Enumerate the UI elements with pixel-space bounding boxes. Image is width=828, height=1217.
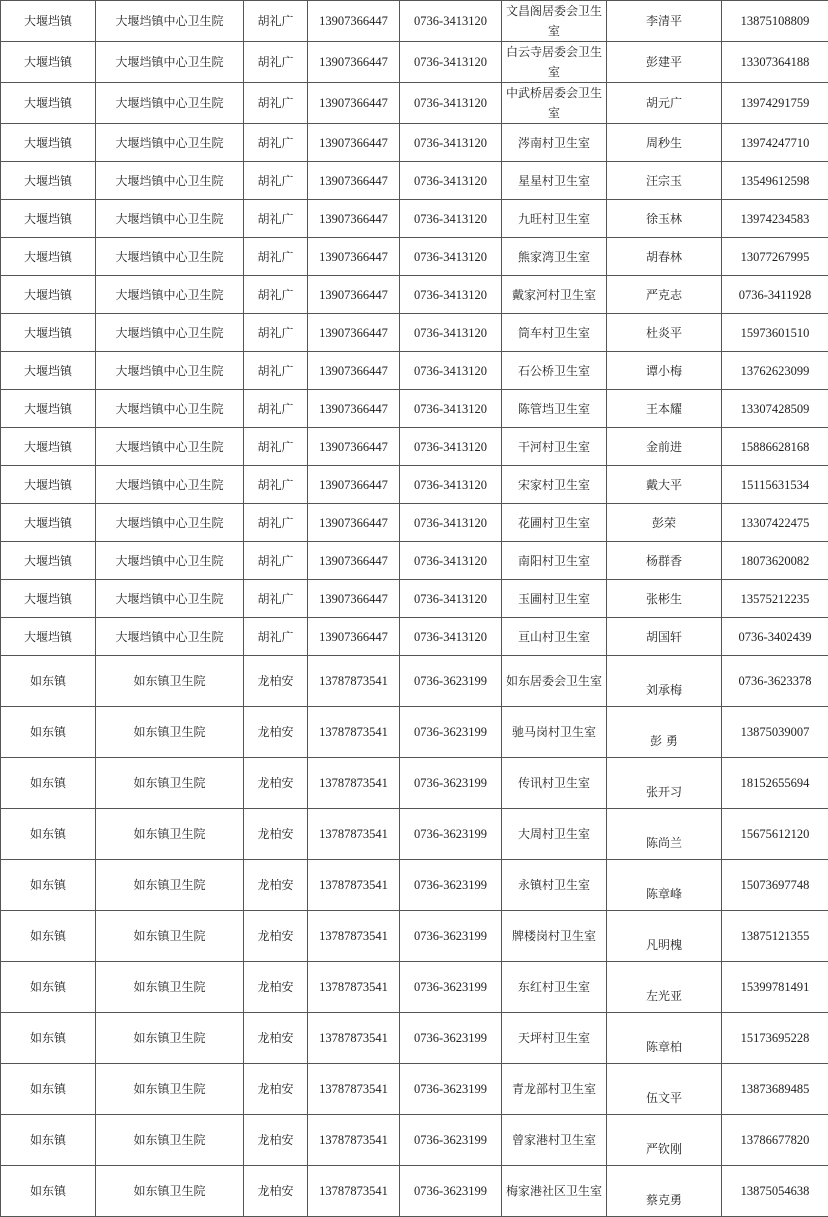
- town-cell: 大堰垱镇: [1, 314, 96, 352]
- hospital-phone-cell: 0736-3623199: [400, 656, 502, 707]
- director-cell: 龙柏安: [244, 1064, 308, 1115]
- hospital-cell: 大堰垱镇中心卫生院: [96, 618, 244, 656]
- contact-phone-cell: 13875108809: [722, 1, 828, 42]
- hospital-cell: 如东镇卫生院: [96, 1115, 244, 1166]
- hospital-phone-cell: 0736-3413120: [400, 390, 502, 428]
- director-cell: 龙柏安: [244, 656, 308, 707]
- director-cell: 龙柏安: [244, 1013, 308, 1064]
- clinic-cell: 如东居委会卫生室: [502, 656, 607, 707]
- director-phone-cell: 13907366447: [308, 162, 400, 200]
- clinic-cell: 梅家港社区卫生室: [502, 1166, 607, 1217]
- town-cell: 大堰垱镇: [1, 83, 96, 124]
- table-row: [1, 1, 828, 42]
- contact-cell: 左光亚: [607, 962, 722, 1013]
- contact-phone-cell: 18152655694: [722, 758, 828, 809]
- contact-phone-cell: 13875121355: [722, 911, 828, 962]
- director-phone-cell: 13907366447: [308, 618, 400, 656]
- hospital-cell: 大堰垱镇中心卫生院: [96, 276, 244, 314]
- contact-phone-cell: 13875054638: [722, 1166, 828, 1217]
- director-phone-cell: 13907366447: [308, 504, 400, 542]
- table-row: [1, 466, 828, 504]
- contact-cell: 李清平: [607, 1, 722, 42]
- hospital-cell: 大堰垱镇中心卫生院: [96, 42, 244, 83]
- clinic-cell: 东红村卫生室: [502, 962, 607, 1013]
- clinic-cell: 文昌阁居委会卫生室: [502, 1, 607, 42]
- contact-cell: 彭建平: [607, 42, 722, 83]
- hospital-phone-cell: 0736-3623199: [400, 707, 502, 758]
- hospital-phone-cell: 0736-3413120: [400, 83, 502, 124]
- town-cell: 如东镇: [1, 1115, 96, 1166]
- director-phone-cell: 13787873541: [308, 1166, 400, 1217]
- director-phone-cell: 13907366447: [308, 542, 400, 580]
- director-cell: 胡礼广: [244, 504, 308, 542]
- director-phone-cell: 13907366447: [308, 352, 400, 390]
- hospital-phone-cell: 0736-3413120: [400, 1, 502, 42]
- clinic-cell: 传讯村卫生室: [502, 758, 607, 809]
- town-cell: 如东镇: [1, 911, 96, 962]
- hospital-phone-cell: 0736-3623199: [400, 758, 502, 809]
- contact-cell: 汪宗玉: [607, 162, 722, 200]
- hospital-phone-cell: 0736-3413120: [400, 42, 502, 83]
- director-phone-cell: 13907366447: [308, 428, 400, 466]
- clinic-cell: 亘山村卫生室: [502, 618, 607, 656]
- clinic-cell: 涔南村卫生室: [502, 124, 607, 162]
- hospital-phone-cell: 0736-3413120: [400, 124, 502, 162]
- clinic-cell: 玉圃村卫生室: [502, 580, 607, 618]
- hospital-phone-cell: 0736-3623199: [400, 911, 502, 962]
- table-row: [1, 1115, 828, 1166]
- contact-phone-cell: 13307422475: [722, 504, 828, 542]
- town-cell: 大堰垱镇: [1, 200, 96, 238]
- hospital-phone-cell: 0736-3623199: [400, 1166, 502, 1217]
- director-phone-cell: 13907366447: [308, 1, 400, 42]
- hospital-cell: 如东镇卫生院: [96, 1064, 244, 1115]
- hospital-cell: 大堰垱镇中心卫生院: [96, 238, 244, 276]
- director-phone-cell: 13907366447: [308, 276, 400, 314]
- contact-phone-cell: 0736-3623378: [722, 656, 828, 707]
- director-cell: 胡礼广: [244, 466, 308, 504]
- director-cell: 胡礼广: [244, 83, 308, 124]
- hospital-cell: 大堰垱镇中心卫生院: [96, 83, 244, 124]
- contact-cell: 王本耀: [607, 390, 722, 428]
- town-cell: 大堰垱镇: [1, 42, 96, 83]
- contact-cell: 周秒生: [607, 124, 722, 162]
- contact-cell: 杜炎平: [607, 314, 722, 352]
- clinic-cell: 驰马岗村卫生室: [502, 707, 607, 758]
- director-cell: 龙柏安: [244, 809, 308, 860]
- contact-phone-cell: 13307364188: [722, 42, 828, 83]
- contact-cell: 严克志: [607, 276, 722, 314]
- table-row: [1, 962, 828, 1013]
- director-cell: 胡礼广: [244, 276, 308, 314]
- table-row: [1, 352, 828, 390]
- contact-cell: 刘承梅: [607, 656, 722, 707]
- contact-cell: 凡明槐: [607, 911, 722, 962]
- town-cell: 如东镇: [1, 758, 96, 809]
- director-phone-cell: 13787873541: [308, 860, 400, 911]
- director-phone-cell: 13907366447: [308, 42, 400, 83]
- contact-phone-cell: 13974247710: [722, 124, 828, 162]
- director-cell: 龙柏安: [244, 707, 308, 758]
- contact-cell: 彭荣: [607, 504, 722, 542]
- director-phone-cell: 13907366447: [308, 314, 400, 352]
- clinic-cell: 花圃村卫生室: [502, 504, 607, 542]
- table-row: [1, 860, 828, 911]
- director-cell: 胡礼广: [244, 1, 308, 42]
- director-cell: 龙柏安: [244, 860, 308, 911]
- contact-cell: 胡春林: [607, 238, 722, 276]
- contact-phone-cell: 15073697748: [722, 860, 828, 911]
- contact-phone-cell: 13307428509: [722, 390, 828, 428]
- director-cell: 胡礼广: [244, 238, 308, 276]
- contact-phone-cell: 13974291759: [722, 83, 828, 124]
- hospital-cell: 大堰垱镇中心卫生院: [96, 390, 244, 428]
- contact-phone-cell: 13875039007: [722, 707, 828, 758]
- contact-cell: 戴大平: [607, 466, 722, 504]
- hospital-cell: 如东镇卫生院: [96, 707, 244, 758]
- town-cell: 大堰垱镇: [1, 542, 96, 580]
- table-row: [1, 1166, 828, 1217]
- table-row: [1, 428, 828, 466]
- town-cell: 大堰垱镇: [1, 276, 96, 314]
- director-cell: 胡礼广: [244, 390, 308, 428]
- director-cell: 胡礼广: [244, 42, 308, 83]
- hospital-phone-cell: 0736-3413120: [400, 618, 502, 656]
- table-row: [1, 911, 828, 962]
- hospital-cell: 大堰垱镇中心卫生院: [96, 466, 244, 504]
- town-cell: 如东镇: [1, 860, 96, 911]
- town-cell: 大堰垱镇: [1, 352, 96, 390]
- table-row: [1, 83, 828, 124]
- contact-phone-cell: 0736-3411928: [722, 276, 828, 314]
- clinic-cell: 天坪村卫生室: [502, 1013, 607, 1064]
- table-row: [1, 809, 828, 860]
- director-phone-cell: 13787873541: [308, 1115, 400, 1166]
- hospital-phone-cell: 0736-3623199: [400, 1115, 502, 1166]
- hospital-cell: 大堰垱镇中心卫生院: [96, 542, 244, 580]
- contact-phone-cell: 15399781491: [722, 962, 828, 1013]
- hospital-cell: 如东镇卫生院: [96, 911, 244, 962]
- contact-phone-cell: 13786677820: [722, 1115, 828, 1166]
- director-cell: 胡礼广: [244, 618, 308, 656]
- town-cell: 如东镇: [1, 1013, 96, 1064]
- hospital-phone-cell: 0736-3413120: [400, 162, 502, 200]
- contact-cell: 胡国轩: [607, 618, 722, 656]
- hospital-cell: 大堰垱镇中心卫生院: [96, 124, 244, 162]
- hospital-phone-cell: 0736-3413120: [400, 200, 502, 238]
- director-phone-cell: 13787873541: [308, 1064, 400, 1115]
- contact-cell: 伍文平: [607, 1064, 722, 1115]
- clinic-cell: 熊家湾卫生室: [502, 238, 607, 276]
- town-cell: 如东镇: [1, 1166, 96, 1217]
- contact-phone-cell: 13549612598: [722, 162, 828, 200]
- hospital-cell: 如东镇卫生院: [96, 860, 244, 911]
- hospital-phone-cell: 0736-3413120: [400, 580, 502, 618]
- contact-cell: 陈章柏: [607, 1013, 722, 1064]
- hospital-phone-cell: 0736-3623199: [400, 1064, 502, 1115]
- town-cell: 大堰垱镇: [1, 428, 96, 466]
- table-row: [1, 390, 828, 428]
- contact-phone-cell: 15886628168: [722, 428, 828, 466]
- hospital-cell: 大堰垱镇中心卫生院: [96, 1, 244, 42]
- hospital-cell: 大堰垱镇中心卫生院: [96, 504, 244, 542]
- table-row: [1, 162, 828, 200]
- director-cell: 胡礼广: [244, 580, 308, 618]
- director-cell: 龙柏安: [244, 911, 308, 962]
- director-cell: 胡礼广: [244, 542, 308, 580]
- contact-phone-cell: 13762623099: [722, 352, 828, 390]
- town-cell: 如东镇: [1, 809, 96, 860]
- hospital-cell: 大堰垱镇中心卫生院: [96, 580, 244, 618]
- contact-cell: 徐玉林: [607, 200, 722, 238]
- town-cell: 大堰垱镇: [1, 618, 96, 656]
- hospital-phone-cell: 0736-3623199: [400, 860, 502, 911]
- contact-phone-cell: 13974234583: [722, 200, 828, 238]
- hospital-cell: 大堰垱镇中心卫生院: [96, 162, 244, 200]
- clinic-cell: 曾家港村卫生室: [502, 1115, 607, 1166]
- director-phone-cell: 13787873541: [308, 656, 400, 707]
- hospital-phone-cell: 0736-3413120: [400, 238, 502, 276]
- town-cell: 大堰垱镇: [1, 390, 96, 428]
- director-cell: 胡礼广: [244, 162, 308, 200]
- director-cell: 胡礼广: [244, 124, 308, 162]
- director-phone-cell: 13787873541: [308, 1013, 400, 1064]
- director-phone-cell: 13787873541: [308, 809, 400, 860]
- contact-phone-cell: 13575212235: [722, 580, 828, 618]
- hospital-phone-cell: 0736-3623199: [400, 962, 502, 1013]
- director-phone-cell: 13907366447: [308, 580, 400, 618]
- town-cell: 大堰垱镇: [1, 162, 96, 200]
- table-row: [1, 1064, 828, 1115]
- hospital-phone-cell: 0736-3413120: [400, 352, 502, 390]
- table-row: [1, 200, 828, 238]
- clinic-cell: 中武桥居委会卫生室: [502, 83, 607, 124]
- town-cell: 如东镇: [1, 656, 96, 707]
- clinic-cell: 九旺村卫生室: [502, 200, 607, 238]
- town-cell: 如东镇: [1, 707, 96, 758]
- hospital-phone-cell: 0736-3413120: [400, 504, 502, 542]
- clinic-cell: 陈管垱卫生室: [502, 390, 607, 428]
- table-row: [1, 42, 828, 83]
- town-cell: 大堰垱镇: [1, 124, 96, 162]
- contact-cell: 杨群香: [607, 542, 722, 580]
- hospital-cell: 如东镇卫生院: [96, 1013, 244, 1064]
- clinic-cell: 永镇村卫生室: [502, 860, 607, 911]
- contact-phone-cell: 15115631534: [722, 466, 828, 504]
- table-row: [1, 656, 828, 707]
- town-cell: 如东镇: [1, 1064, 96, 1115]
- director-phone-cell: 13787873541: [308, 911, 400, 962]
- clinic-cell: 戴家河村卫生室: [502, 276, 607, 314]
- table-row: [1, 758, 828, 809]
- table-row: [1, 124, 828, 162]
- director-phone-cell: 13907366447: [308, 124, 400, 162]
- town-cell: 大堰垱镇: [1, 1, 96, 42]
- contact-phone-cell: 15173695228: [722, 1013, 828, 1064]
- hospital-cell: 如东镇卫生院: [96, 656, 244, 707]
- table-row: [1, 314, 828, 352]
- director-cell: 胡礼广: [244, 352, 308, 390]
- director-phone-cell: 13787873541: [308, 707, 400, 758]
- director-cell: 龙柏安: [244, 758, 308, 809]
- clinic-cell: 大周村卫生室: [502, 809, 607, 860]
- clinic-cell: 宋家村卫生室: [502, 466, 607, 504]
- contact-cell: 谭小梅: [607, 352, 722, 390]
- contact-cell: 陈章峰: [607, 860, 722, 911]
- clinic-cell: 干河村卫生室: [502, 428, 607, 466]
- table-body: [1, 1, 828, 1217]
- clinic-cell: 南阳村卫生室: [502, 542, 607, 580]
- hospital-phone-cell: 0736-3623199: [400, 1013, 502, 1064]
- table-row: [1, 504, 828, 542]
- hospital-phone-cell: 0736-3413120: [400, 466, 502, 504]
- hospital-cell: 大堰垱镇中心卫生院: [96, 352, 244, 390]
- hospital-phone-cell: 0736-3413120: [400, 314, 502, 352]
- clinic-cell: 青龙部村卫生室: [502, 1064, 607, 1115]
- director-cell: 龙柏安: [244, 1166, 308, 1217]
- director-cell: 胡礼广: [244, 428, 308, 466]
- contact-cell: 张彬生: [607, 580, 722, 618]
- table-row: [1, 1013, 828, 1064]
- contact-phone-cell: 13077267995: [722, 238, 828, 276]
- hospital-phone-cell: 0736-3413120: [400, 428, 502, 466]
- director-phone-cell: 13907366447: [308, 200, 400, 238]
- table-row: [1, 238, 828, 276]
- director-phone-cell: 13907366447: [308, 390, 400, 428]
- clinic-cell: 星星村卫生室: [502, 162, 607, 200]
- hospital-cell: 如东镇卫生院: [96, 1166, 244, 1217]
- hospital-cell: 如东镇卫生院: [96, 758, 244, 809]
- table-row: [1, 580, 828, 618]
- contact-cell: 严钦刚: [607, 1115, 722, 1166]
- table-row: [1, 542, 828, 580]
- contact-cell: 蔡克勇: [607, 1166, 722, 1217]
- director-phone-cell: 13907366447: [308, 466, 400, 504]
- director-cell: 龙柏安: [244, 1115, 308, 1166]
- table-row: [1, 618, 828, 656]
- director-phone-cell: 13907366447: [308, 83, 400, 124]
- contact-phone-cell: 15973601510: [722, 314, 828, 352]
- hospital-cell: 如东镇卫生院: [96, 809, 244, 860]
- director-phone-cell: 13787873541: [308, 758, 400, 809]
- director-phone-cell: 13907366447: [308, 238, 400, 276]
- town-cell: 大堰垱镇: [1, 238, 96, 276]
- hospital-phone-cell: 0736-3623199: [400, 809, 502, 860]
- hospital-cell: 如东镇卫生院: [96, 962, 244, 1013]
- hospital-phone-cell: 0736-3413120: [400, 542, 502, 580]
- contact-phone-cell: 18073620082: [722, 542, 828, 580]
- contact-cell: 陈尚兰: [607, 809, 722, 860]
- town-cell: 大堰垱镇: [1, 466, 96, 504]
- hospital-cell: 大堰垱镇中心卫生院: [96, 200, 244, 238]
- table-row: [1, 276, 828, 314]
- clinic-cell: 白云寺居委会卫生室: [502, 42, 607, 83]
- director-cell: 龙柏安: [244, 962, 308, 1013]
- town-cell: 大堰垱镇: [1, 580, 96, 618]
- table-row: [1, 707, 828, 758]
- clinic-cell: 筒车村卫生室: [502, 314, 607, 352]
- clinic-cell: 石公桥卫生室: [502, 352, 607, 390]
- clinic-cell: 牌楼岗村卫生室: [502, 911, 607, 962]
- hospital-phone-cell: 0736-3413120: [400, 276, 502, 314]
- contact-cell: 胡元广: [607, 83, 722, 124]
- contact-cell: 张开习: [607, 758, 722, 809]
- contact-cell: 金前进: [607, 428, 722, 466]
- hospital-cell: 大堰垱镇中心卫生院: [96, 314, 244, 352]
- contact-cell: 彭 勇: [607, 707, 722, 758]
- hospital-cell: 大堰垱镇中心卫生院: [96, 428, 244, 466]
- contact-phone-cell: 15675612120: [722, 809, 828, 860]
- contact-phone-cell: 13873689485: [722, 1064, 828, 1115]
- town-cell: 大堰垱镇: [1, 504, 96, 542]
- director-cell: 胡礼广: [244, 314, 308, 352]
- director-phone-cell: 13787873541: [308, 962, 400, 1013]
- director-cell: 胡礼广: [244, 200, 308, 238]
- town-cell: 如东镇: [1, 962, 96, 1013]
- contact-phone-cell: 0736-3402439: [722, 618, 828, 656]
